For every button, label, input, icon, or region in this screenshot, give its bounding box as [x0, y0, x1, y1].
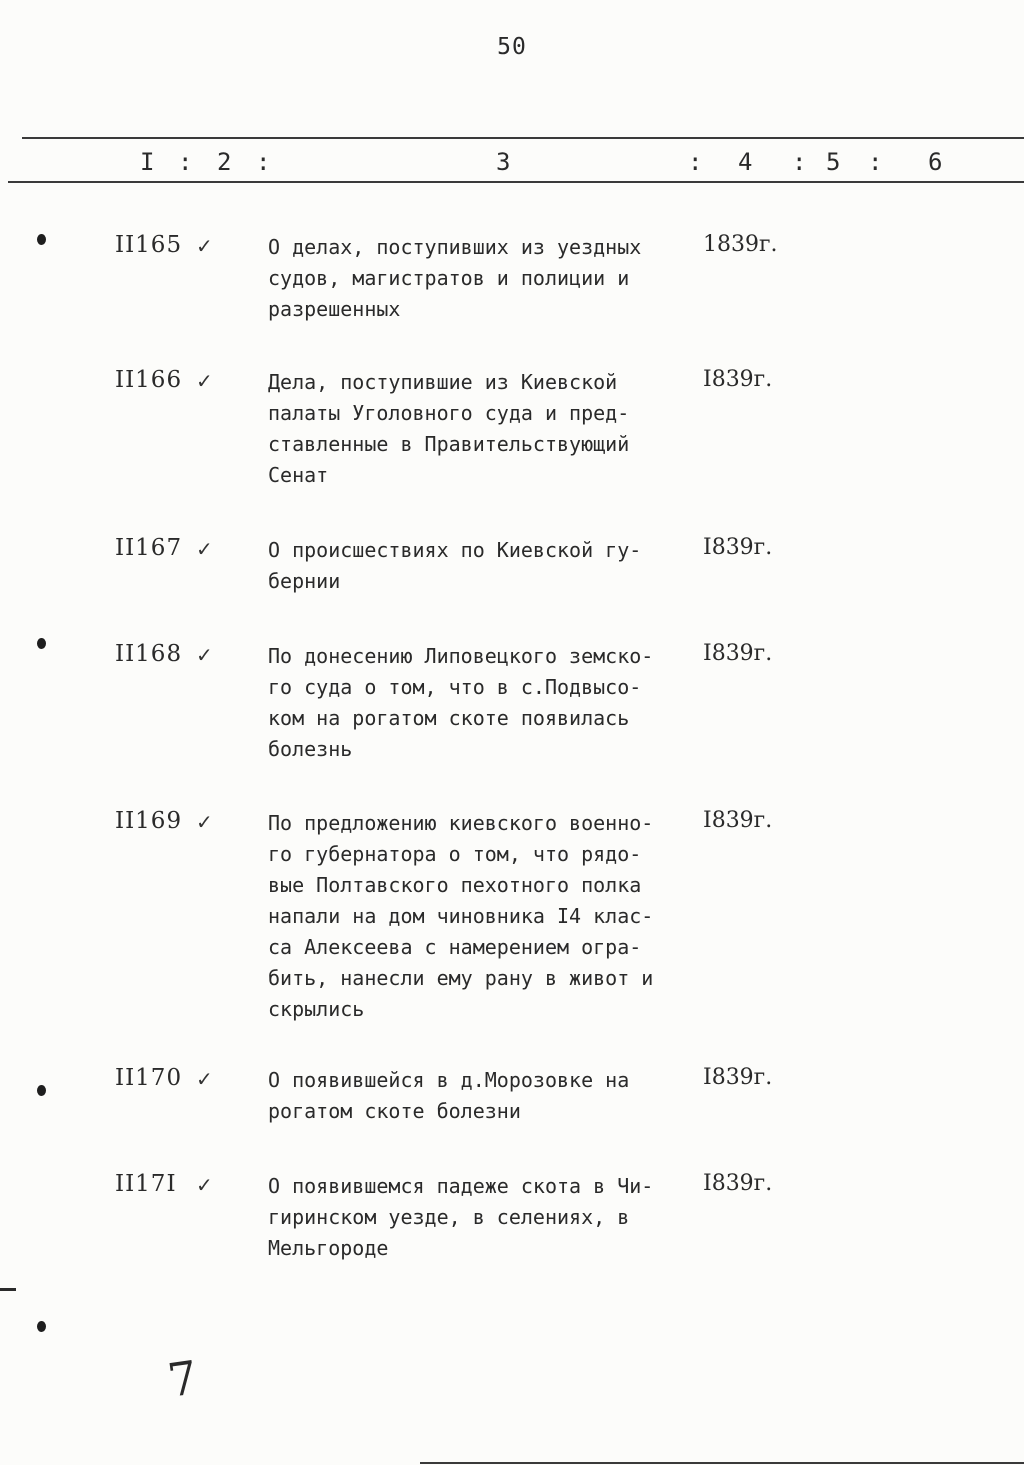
column-header-4: 4	[738, 148, 753, 176]
case-title-line: скрылись	[268, 997, 365, 1021]
case-number: II169	[115, 808, 183, 834]
case-title	[268, 367, 688, 491]
column-separator: :	[868, 148, 883, 176]
case-title	[268, 641, 688, 765]
margin-mark	[0, 1288, 16, 1291]
case-title-line: Дела, поступившие из Киевской	[268, 370, 618, 394]
case-title-line: напали на дом чиновника I4 клас-	[268, 904, 654, 928]
case-title-line: Сенат	[268, 463, 329, 487]
case-number: II17I	[115, 1171, 177, 1197]
case-title-line: О появившейся в д.Морозовке на	[268, 1068, 630, 1092]
footer-rule	[420, 1462, 1024, 1464]
case-year: 1839г.	[703, 232, 778, 257]
check-mark-icon: ✓	[196, 1067, 213, 1091]
case-title-line: болезнь	[268, 737, 353, 761]
case-title-line: ставленные в Правительствующий	[268, 432, 630, 456]
column-separator: :	[256, 148, 271, 176]
case-number: II167	[115, 535, 183, 561]
column-header-3: 3	[496, 148, 511, 176]
binding-hole-icon	[37, 1085, 46, 1096]
case-title-line: палаты Уголовного суда и пред-	[268, 401, 630, 425]
column-header-5: 5	[826, 148, 841, 176]
case-year: I839г.	[703, 367, 773, 392]
case-title	[268, 808, 688, 1025]
case-title-line: са Алексеева с намерением огра-	[268, 935, 642, 959]
case-title	[268, 1065, 688, 1127]
case-title	[268, 535, 688, 597]
page-number: 50	[497, 34, 527, 60]
header-rule-top	[22, 137, 1024, 139]
check-mark-icon: ✓	[196, 537, 213, 561]
case-number: II165	[115, 232, 183, 258]
handwritten-note: 7	[164, 1350, 201, 1408]
case-year: I839г.	[703, 641, 773, 666]
case-title-line: По предложению киевского военно-	[268, 811, 654, 835]
check-mark-icon: ✓	[196, 643, 213, 667]
binding-hole-icon	[37, 638, 46, 649]
binding-hole-icon	[37, 1321, 46, 1332]
case-title-line: го суда о том, что в с.Подвысо-	[268, 675, 642, 699]
case-title-line: О происшествиях по Киевской гу-	[268, 538, 642, 562]
check-mark-icon: ✓	[196, 234, 213, 258]
case-title-line: рогатом скоте болезни	[268, 1099, 521, 1123]
case-number: II168	[115, 641, 183, 667]
column-separator: :	[688, 148, 703, 176]
check-mark-icon: ✓	[196, 369, 213, 393]
case-year: I839г.	[703, 808, 773, 833]
check-mark-icon: ✓	[196, 1173, 213, 1197]
case-title-line: ком на рогатом скоте появилась	[268, 706, 630, 730]
case-title-line: гиринском уезде, в селениях, в	[268, 1205, 630, 1229]
column-separator: :	[792, 148, 807, 176]
case-title	[268, 1171, 688, 1264]
case-title-line: разрешенных	[268, 297, 401, 321]
case-year: I839г.	[703, 535, 773, 560]
column-header-1: I	[140, 148, 155, 176]
case-title-line: бить, нанесли ему рану в живот и	[268, 966, 654, 990]
case-title-line: го губернатора о том, что рядо-	[268, 842, 642, 866]
column-separator: :	[178, 148, 193, 176]
binding-hole-icon	[37, 234, 46, 245]
case-year: I839г.	[703, 1171, 773, 1196]
case-title-line: По донесению Липовецкого земско-	[268, 644, 654, 668]
column-header-6: 6	[928, 148, 943, 176]
case-title-line: Мельгороде	[268, 1236, 389, 1260]
case-title-line: О появившемся падеже скота в Чи-	[268, 1174, 654, 1198]
check-mark-icon: ✓	[196, 810, 213, 834]
case-year: I839г.	[703, 1065, 773, 1090]
table-header	[0, 148, 1024, 178]
case-title-line: О делах, поступивших из уездных	[268, 235, 642, 259]
case-title-line: судов, магистратов и полиции и	[268, 266, 630, 290]
case-number: II170	[115, 1065, 183, 1091]
case-title	[268, 232, 688, 325]
case-number: II166	[115, 367, 183, 393]
column-header-2: 2	[217, 148, 232, 176]
case-title-line: вые Полтавского пехотного полка	[268, 873, 642, 897]
header-rule-bottom	[8, 181, 1024, 183]
case-title-line: бернии	[268, 569, 341, 593]
